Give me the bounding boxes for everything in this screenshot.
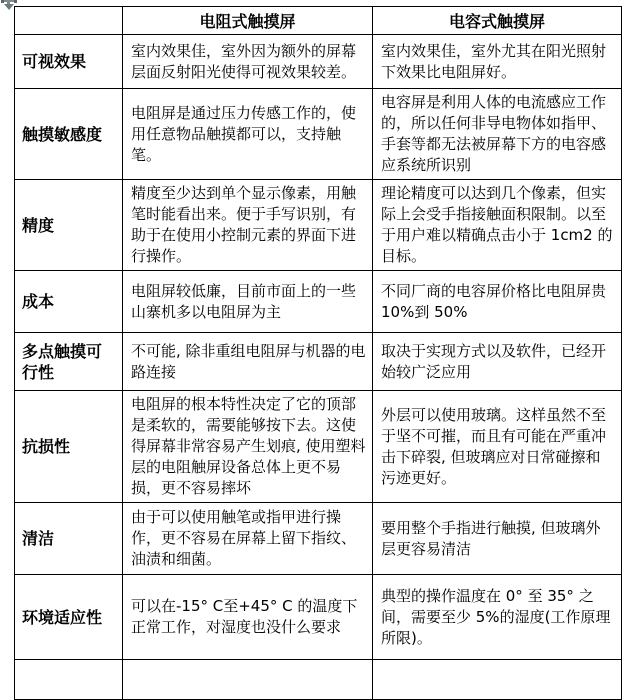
table-row xyxy=(15,271,622,333)
table-row xyxy=(15,35,622,89)
table-row xyxy=(15,333,622,391)
table-row xyxy=(15,503,622,575)
capacitive-cell[interactable]: 取决于实现方式以及软件，已经开始较广泛应用 xyxy=(373,333,622,391)
table-move-handle-icon[interactable] xyxy=(1,0,17,10)
move-handle-down-arrow xyxy=(4,4,14,10)
table-row xyxy=(15,575,622,660)
capacitive-cell[interactable]: 理论精度可以达到几个像素，但实际上会受手指接触面积限制。以至于用户难以精确点击小于 1cm2 的目标。 xyxy=(373,180,622,271)
row-label-cell[interactable]: 成本 xyxy=(15,271,123,333)
move-handle-right-tip xyxy=(14,0,17,3)
table-row xyxy=(15,89,622,180)
table-row xyxy=(15,180,622,271)
header-cell-empty[interactable] xyxy=(15,7,123,35)
capacitive-cell[interactable]: 典型的操作温度在 0° 至 35° 之间，需要至少 5%的湿度(工作原理所限)。 xyxy=(373,575,622,660)
move-handle-left-tip xyxy=(1,0,4,3)
row-label-cell[interactable]: 抗损性 xyxy=(15,391,123,503)
resistive-cell[interactable] xyxy=(123,660,373,700)
resistive-cell[interactable]: 精度至少达到单个显示像素，用触笔时能看出来。便于手写识别，有助于在使用小控制元素的界面下进行操作。 xyxy=(123,180,373,271)
header-cell-capacitive[interactable]: 电容式触摸屏 xyxy=(373,7,622,35)
capacitive-cell[interactable]: 要用整个手指进行触摸, 但玻璃外层更容易清洁 xyxy=(373,503,622,575)
resistive-cell[interactable]: 电阻屏的根本特性决定了它的顶部是柔软的，需要能够按下去。这使得屏幕非常容易产生划痕, 使用塑料层的电阻触屏设备总体上更不易损，更不容易摔坏 xyxy=(123,391,373,503)
row-label-cell[interactable]: 触摸敏感度 xyxy=(15,89,123,180)
table-header-row xyxy=(15,7,622,35)
capacitive-cell[interactable] xyxy=(373,660,622,700)
capacitive-cell[interactable]: 电容屏是利用人体的电流感应工作的，所以任何非导电物体如指甲、手套等都无法被屏幕下方的电容感应系统所识别 xyxy=(373,89,622,180)
resistive-cell[interactable]: 由于可以使用触笔或指甲进行操作，更不容易在屏幕上留下指纹、油渍和细菌。 xyxy=(123,503,373,575)
comparison-table xyxy=(14,6,622,700)
capacitive-cell[interactable]: 外层可以使用玻璃。这样虽然不至于坚不可摧，而且有可能在严重冲击下碎裂, 但玻璃应对日常碰擦和污迹更好。 xyxy=(373,391,622,503)
row-label-cell[interactable]: 清洁 xyxy=(15,503,123,575)
table-row-partial xyxy=(15,660,622,700)
row-label-cell[interactable] xyxy=(15,660,123,700)
capacitive-cell[interactable]: 室内效果佳，室外尤其在阳光照射下效果比电阻屏好。 xyxy=(373,35,622,89)
resistive-cell[interactable]: 电阻屏是通过压力传感工作的，使用任意物品触摸都可以，支持触笔。 xyxy=(123,89,373,180)
capacitive-cell[interactable]: 不同厂商的电容屏价格比电阻屏贵10%到 50% xyxy=(373,271,622,333)
resistive-cell[interactable]: 电阻屏较低廉，目前市面上的一些山寨机多以电阻屏为主 xyxy=(123,271,373,333)
resistive-cell[interactable]: 可以在-15° C至+45° C 的温度下正常工作，对湿度也没什么要求 xyxy=(123,575,373,660)
row-label-cell[interactable]: 可视效果 xyxy=(15,35,123,89)
resistive-cell[interactable]: 室内效果佳，室外因为额外的屏幕层面反射阳光使得可视效果较差。 xyxy=(123,35,373,89)
row-label-cell[interactable]: 精度 xyxy=(15,180,123,271)
row-label-cell[interactable]: 多点触摸可行性 xyxy=(15,333,123,391)
resistive-cell[interactable]: 不可能, 除非重组电阻屏与机器的电路连接 xyxy=(123,333,373,391)
table-row xyxy=(15,391,622,503)
row-label-cell[interactable]: 环境适应性 xyxy=(15,575,123,660)
header-cell-resistive[interactable]: 电阻式触摸屏 xyxy=(123,7,373,35)
